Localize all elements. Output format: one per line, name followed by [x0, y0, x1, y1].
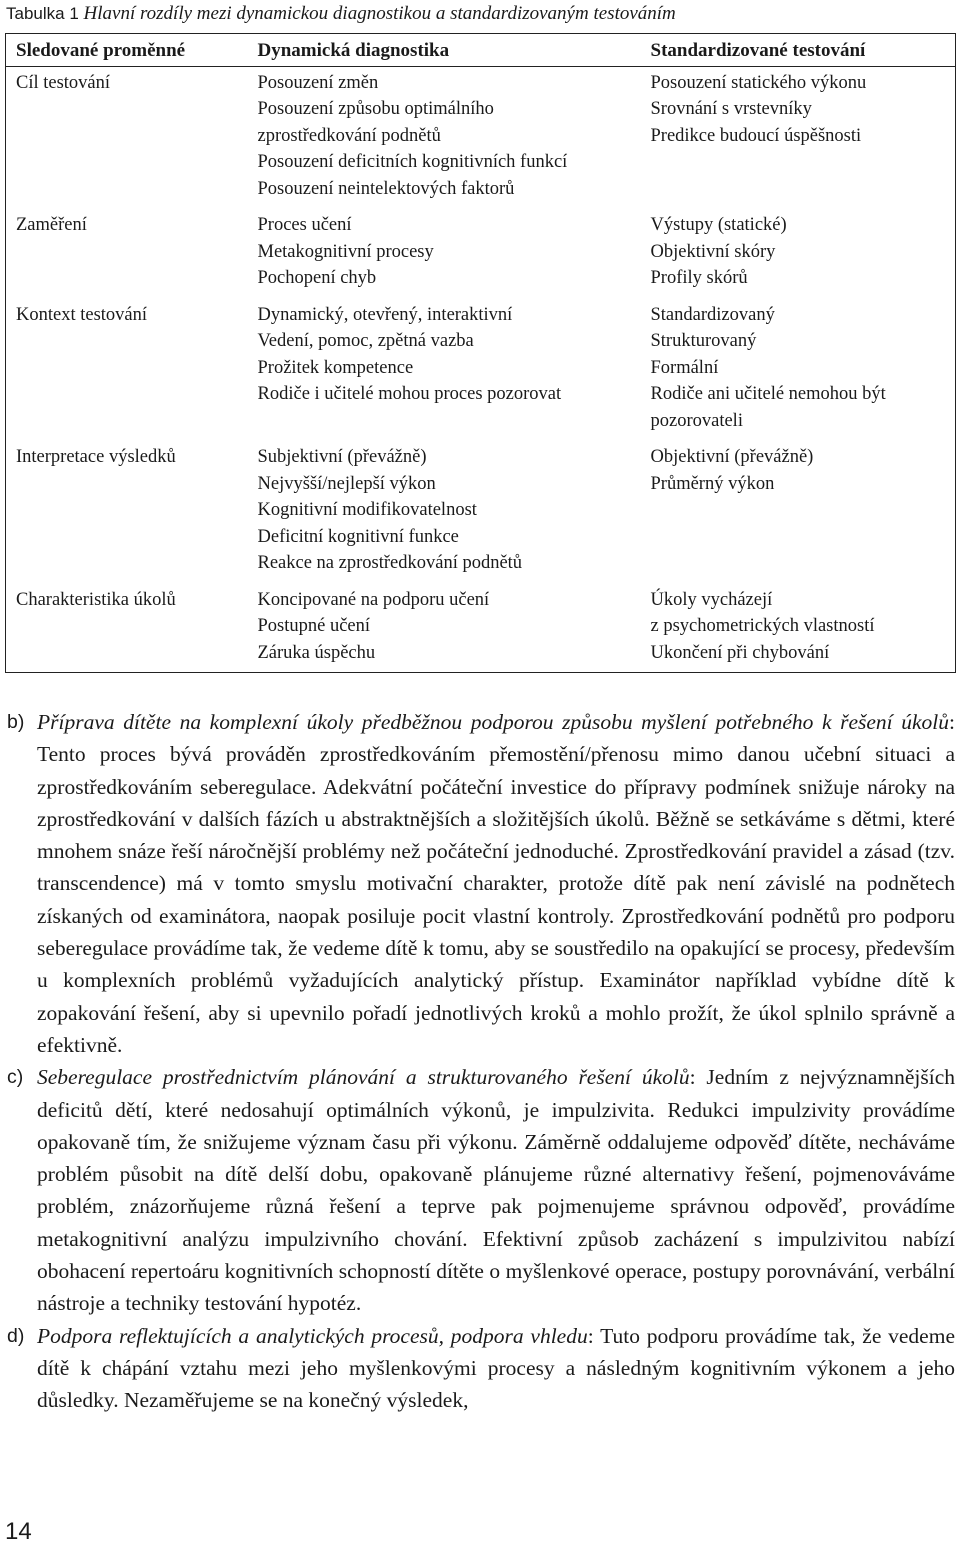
- cell-line: Pochopení chyb: [257, 268, 377, 288]
- cell-line: Průměrný výkon: [650, 473, 775, 494]
- cell-line: Ukončení při chybování: [650, 642, 830, 663]
- cell-line: pozorovateli: [650, 410, 743, 431]
- cell-line: Reakce na zprostředkování podnětů: [257, 553, 523, 573]
- cell-line: Metakognitivní procesy: [257, 241, 434, 262]
- cell-line: Posouzení změn: [257, 72, 379, 93]
- row-standard-cell: [641, 444, 956, 587]
- cell-line: Prožitek kompetence: [257, 357, 414, 378]
- caption-label: Tabulka 1: [6, 4, 79, 23]
- table-row: [6, 212, 956, 302]
- paragraph-text: : Tuto podporu provádíme tak, že vedeme dítě k chápání vztahu mezi jeho myšlenkovými procesy a následným kognitivním výkonem a jeho důsledky. Nezaměřujeme se na konečný výsledek,: [37, 1323, 955, 1413]
- cell-line: Nejvyšší/nejlepší výkon: [257, 473, 436, 494]
- row-standard-cell: [641, 66, 956, 212]
- row-dynamic-cell: [248, 302, 641, 445]
- cell-line: Rodiče i učitelé mohou proces pozorovat: [257, 384, 562, 404]
- list-paragraph: [5, 706, 955, 1061]
- row-variable: Kontext testování: [6, 302, 248, 445]
- cell-line: Standardizovaný: [650, 304, 775, 325]
- cell-line: Záruka úspěchu: [257, 642, 376, 663]
- list-marker: d): [7, 1324, 25, 1347]
- cell-line: Deficitní kognitivní funkce: [257, 526, 459, 547]
- row-variable: Zaměření: [6, 212, 248, 302]
- cell-line: Profily skórů: [650, 268, 748, 288]
- cell-line: Predikce budoucí úspěšnosti: [650, 125, 862, 146]
- table-caption: [6, 2, 676, 26]
- cell-line: Posouzení deficitních kognitivních funkcí: [257, 152, 568, 172]
- cell-line: Strukturovaný: [650, 331, 757, 351]
- list-marker: b): [7, 711, 25, 733]
- row-standard-cell: [641, 587, 956, 673]
- paragraph-lead: Příprava dítěte na komplexní úkoly předběžnou podporou způsobu myšlení potřebného k řešení úkolů: [37, 710, 950, 734]
- cell-line: Formální: [650, 357, 719, 378]
- page-number: 14: [5, 1518, 32, 1545]
- row-dynamic-cell: [248, 444, 641, 587]
- row-standard-cell: [641, 212, 956, 302]
- cell-line: Kognitivní modifikovatelnost: [257, 500, 477, 520]
- body-text: [5, 706, 955, 1417]
- list-marker: c): [7, 1066, 24, 1089]
- cell-line: Vedení, pomoc, zpětná vazba: [257, 331, 474, 351]
- list-paragraph: [5, 1061, 955, 1319]
- cell-line: Postupné učení: [257, 616, 371, 636]
- cell-line: Koncipované na podporu učení: [257, 589, 490, 610]
- row-standard-cell: [641, 302, 956, 445]
- table-body: [6, 66, 956, 673]
- row-dynamic-cell: [248, 66, 641, 212]
- table-header-row: [6, 34, 956, 67]
- table-row: [6, 444, 956, 587]
- cell-line: Výstupy (statické): [650, 215, 787, 235]
- row-dynamic-cell: [248, 212, 641, 302]
- row-dynamic-cell: [248, 587, 641, 673]
- cell-line: Proces učení: [257, 215, 352, 235]
- row-variable: Interpretace výsledků: [6, 444, 248, 587]
- cell-line: Posouzení neintelektových faktorů: [257, 178, 515, 199]
- paragraph-lead: Podpora reflektujících a analytických procesů, podpora vhledu: [37, 1323, 588, 1348]
- cell-line: Posouzení způsobu optimálního: [257, 99, 494, 119]
- cell-line: zprostředkování podnětů: [257, 125, 441, 146]
- paragraph-lead: Seberegulace prostřednictvím plánování a strukturovaného řešení úkolů: [37, 1065, 690, 1090]
- cell-line: Subjektivní (převážně): [257, 447, 427, 467]
- cell-line: Rodiče ani učitelé nemohou být: [650, 384, 886, 404]
- comparison-table: [5, 33, 956, 673]
- cell-line: Úkoly vycházejí: [650, 589, 773, 610]
- row-variable: Charakteristika úkolů: [6, 587, 248, 673]
- table-row: [6, 587, 956, 673]
- cell-line: z psychometrických vlastností: [650, 616, 875, 636]
- row-variable: Cíl testování: [6, 66, 248, 212]
- caption-title: Hlavní rozdíly mezi dynamickou diagnostikou a standardizovaným testováním: [83, 3, 676, 24]
- cell-line: Objektivní skóry: [650, 241, 776, 262]
- header-variables: Sledované proměnné: [6, 34, 248, 67]
- cell-line: Dynamický, otevřený, interaktivní: [257, 304, 513, 325]
- header-standardized-testing: Standardizované testování: [641, 34, 956, 67]
- paragraph-text: : Jedním z nejvýznamnějších deficitů dětí, které nedosahují optimálních výkonů, je impulzivita. Redukci impulzivity provádíme opakovaně tím, že snižujeme význam času při výkonu. Záměrně oddalujeme odpověď dítěte, necháváme problém působit na dítě delší dobu, opakovaně plánujeme různé alternativy řešení, pojmenováváme problém, znázorňujeme různá řešení a teprve pak pojmenujeme správnou odpověď, provádíme metakognitivní analýzu impulzivního chování. Efektivní způsob zacházení s impulzivitou nabízí obohacení repertoáru kognitivních schopností dítěte o myšlenkové operace, postupy porovnávání, verbální nástroje a techniky testování hypotéz.: [37, 1065, 955, 1316]
- list-paragraph: [5, 1320, 955, 1417]
- table-row: [6, 302, 956, 445]
- table-row: [6, 66, 956, 212]
- cell-line: Objektivní (převážně): [650, 447, 814, 467]
- header-dynamic-diagnostics: Dynamická diagnostika: [248, 34, 641, 67]
- cell-line: Srovnání s vrstevníky: [650, 99, 812, 119]
- cell-line: Posouzení statického výkonu: [650, 72, 867, 93]
- paragraph-text: : Tento proces bývá prováděn zprostředkováním přemostění/přenosu mimo danou učební situaci a zprostředkováním seberegulace. Adekvátní počáteční investice do přípravy podmínek snižuje nároky na zprostředkování v dalších fázích u abstraktnějších a složitějších úkolů. Běžně se setkáváme s dětmi, které mnohem snáze řeší náročnější problémy než počáteční jednoduché. Zprostředkování pravidel a zásad (tzv. transcendence) má v tomto smyslu motivační charakter, protože dítě pak není závislé na podnětech získaných od examinátora, naopak posiluje pocit vlastní kontroly. Zprostředkování podnětů pro podporu seberegulace provádíme tak, že vedeme dítě k tomu, aby se soustředilo na opakující se procesy, především u komplexních problémů vyžadujících analytický přístup. Examinátor například vybídne dítě k zopakování řešení, aby si upevnilo pořadí jednotlivých kroků a mohlo prožít, že úkol splnilo správně a efektivně.: [37, 710, 955, 1057]
